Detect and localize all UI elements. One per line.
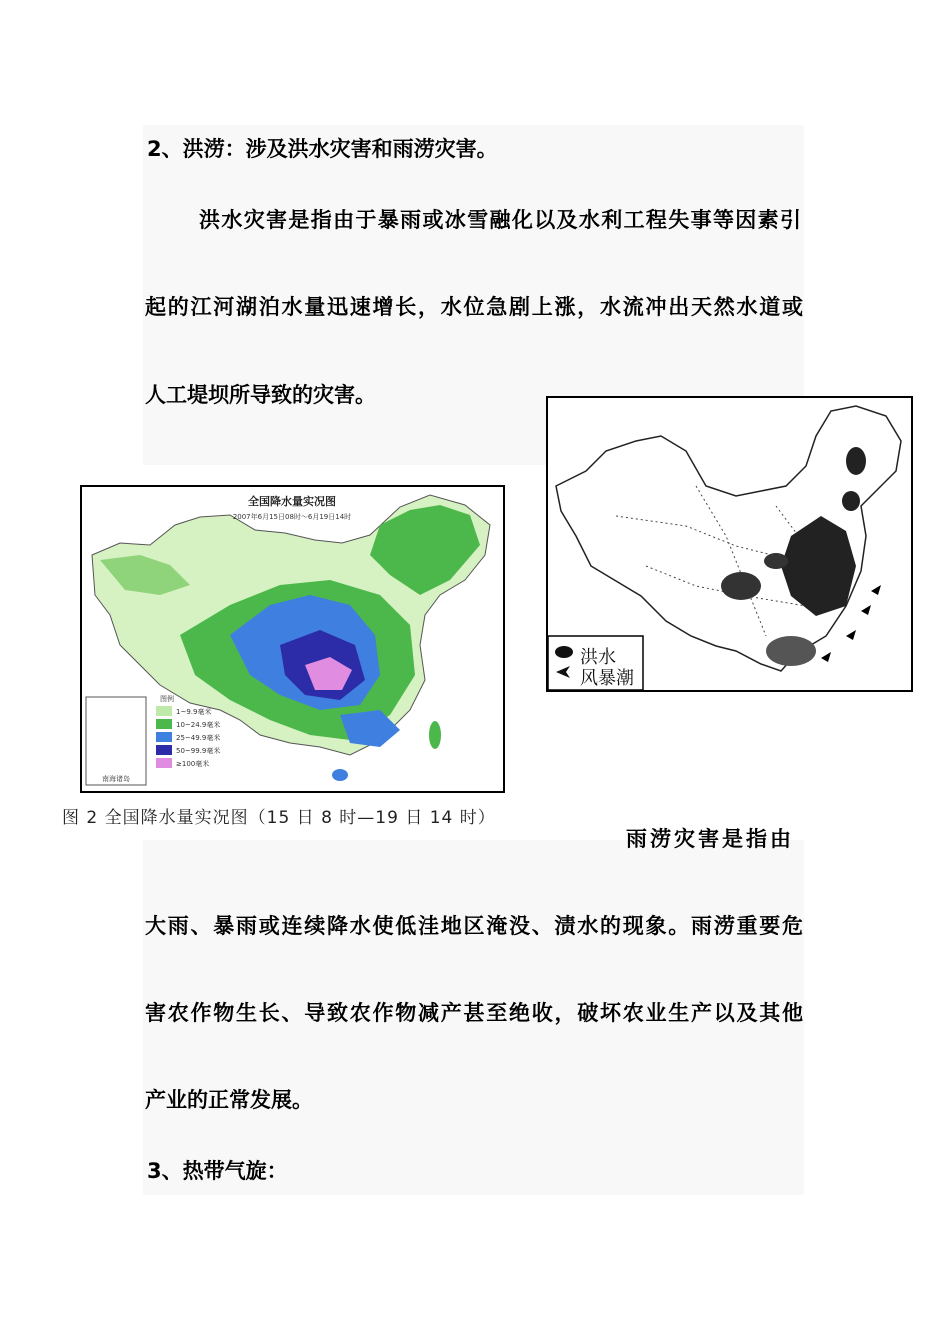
legend-label-5: ≥100毫米 bbox=[176, 760, 210, 768]
legend-label-3: 25~49.9毫米 bbox=[176, 734, 221, 742]
legend-label-1: 1~9.9毫米 bbox=[176, 708, 212, 716]
legend-swatch-3 bbox=[156, 732, 172, 742]
section3-heading: 3、热带气旋： bbox=[147, 1159, 288, 1183]
flood-map-figure bbox=[546, 396, 913, 692]
legend-swatch-5 bbox=[156, 758, 172, 768]
ellipse-icon bbox=[555, 646, 573, 658]
rainfall-figure-caption: 图 2 全国降水量实况图（15 日 8 时—19 日 14 时） bbox=[62, 808, 496, 828]
legend-label-4: 50~99.9毫米 bbox=[176, 747, 221, 755]
inset-label: 南海诸岛 bbox=[102, 775, 130, 783]
storm-surge-legend-label: 风暴潮 bbox=[580, 668, 634, 689]
flood-paragraph-line-2: 起的江河湖泊水量迅速增长，水位急剧上涨，水流冲出天然水道或 bbox=[145, 295, 803, 319]
rainfall-map-graphic bbox=[80, 485, 505, 793]
flood-area-6 bbox=[766, 636, 816, 666]
section2-heading: 2、洪涝：涉及洪水灾害和雨涝灾害。 bbox=[147, 137, 498, 161]
legend-title: 图例 bbox=[160, 695, 174, 703]
flood-area-4 bbox=[721, 572, 761, 600]
waterlog-paragraph-line-1: 雨涝灾害是指由 bbox=[626, 827, 794, 851]
flood-area-2 bbox=[842, 491, 860, 511]
legend-swatch-1 bbox=[156, 706, 172, 716]
flood-area-1 bbox=[846, 447, 866, 475]
waterlog-paragraph-line-2: 大雨、暴雨或连续降水使低洼地区淹没、渍水的现象。雨涝重要危 bbox=[145, 914, 803, 938]
legend-swatch-4 bbox=[156, 745, 172, 755]
legend-label-2: 10~24.9毫米 bbox=[176, 721, 221, 729]
flood-legend-label: 洪水 bbox=[580, 647, 616, 668]
flood-paragraph-line-1: 洪水灾害是指由于暴雨或冰雪融化以及水利工程失事等因素引 bbox=[199, 208, 801, 232]
flood-area-5 bbox=[764, 553, 788, 569]
legend-swatch-2 bbox=[156, 719, 172, 729]
waterlog-paragraph-line-4: 产业的正常发展。 bbox=[145, 1088, 313, 1112]
rain-map-title: 全国降水量实况图 bbox=[248, 495, 336, 508]
flood-paragraph-line-3: 人工堤坝所导致的灾害。 bbox=[145, 383, 376, 407]
waterlog-paragraph-line-3: 害农作物生长、导致农作物减产甚至绝收，破坏农业生产以及其他 bbox=[145, 1001, 803, 1025]
rain-map-subtitle: 2007年6月15日08时～6月19日14时 bbox=[232, 513, 352, 521]
rainfall-figure bbox=[80, 485, 505, 793]
